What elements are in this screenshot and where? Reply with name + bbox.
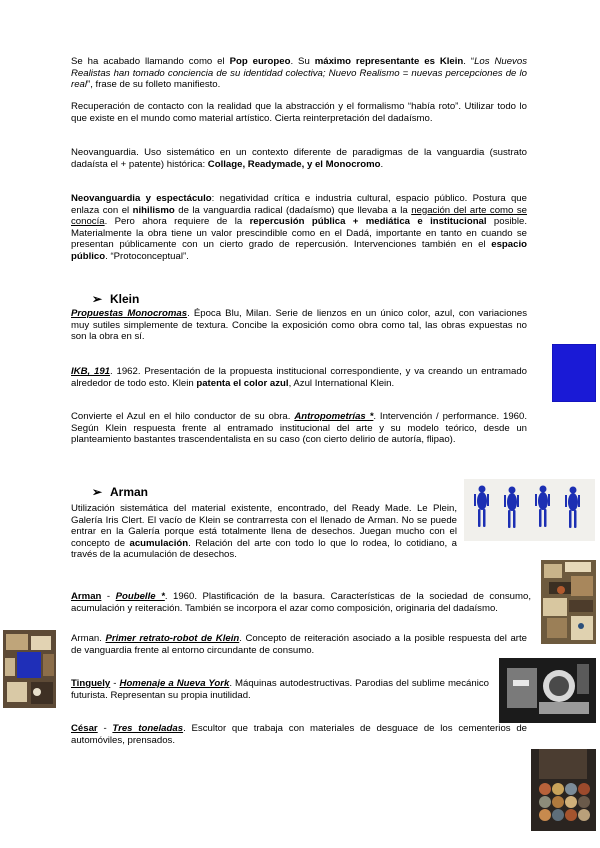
bold-text: Collage, Readymade, y el Monocromo <box>207 158 381 170</box>
text: ”, frase de su folleto manifiesto. <box>87 79 221 91</box>
text: . Escultor que trabaja con materiales de desguace de los cementerios de automóviles, prensados. <box>71 723 528 746</box>
arman-heading <box>92 485 148 499</box>
artist-name: Arman <box>71 591 102 602</box>
text: . “Protoconceptual”. <box>105 250 189 262</box>
artwork-title: Antropometrías * <box>294 411 374 422</box>
text: , Azul International Klein. <box>288 377 395 389</box>
quote-text: Los Nuevos Realistas han tomado conciencia de su identidad colectiva; Nuevo Realismo = nuevas percepciones de lo real <box>71 56 527 91</box>
text: . Época Blu, Milan. Serie de lienzos en un único color, azul, con variaciones muy sutiles simplemente de textura. Concibe la exposición como obra como tal, las obras expuestas no son la obra en sí. <box>71 308 527 343</box>
bold-text: patenta el color azul <box>196 377 289 389</box>
artwork-title: Tres toneladas <box>112 723 184 734</box>
klein-paragraph-3 <box>71 411 527 446</box>
klein-paragraph-2 <box>71 366 527 389</box>
bold-text: espacio público <box>71 239 527 262</box>
bold-text: nihilismo <box>132 204 175 216</box>
spectacle-paragraph <box>71 193 527 263</box>
recovery-paragraph: Recuperación de contacto con la realidad que la abstracción y el formalismo “había roto”. Utilizar todo lo que existe en el mundo como material artístico. Cierta reinterpretación del dadaísmo. <box>71 101 527 124</box>
antropometrias-image <box>464 479 595 541</box>
tinguely-paragraph <box>71 678 489 701</box>
heading-text: Arman <box>110 485 149 499</box>
intro-paragraph <box>71 56 527 91</box>
text: . 1960. Plastificación de la basura. Características de la sociedad de consumo, acumulación y reiteración. También se incorpora el azar como composición, originaria del dadaísmo. <box>71 591 532 614</box>
text: : negatividad crítica e industria cultural, espacio público. Postura que enlaza con el <box>71 193 527 216</box>
poubelle-image <box>541 560 596 644</box>
text: - <box>101 591 116 602</box>
klein-monochrome-image <box>552 344 596 402</box>
cesar-paragraph <box>71 723 527 746</box>
bold-text: acumulación <box>129 537 189 549</box>
bold-text: máximo representante es Klein <box>314 56 464 67</box>
artist-name: Tinguely <box>71 678 111 689</box>
bold-text: Pop europeo <box>229 56 291 67</box>
tres-toneladas-image <box>531 749 596 831</box>
arrow-bullet-icon: ➢ <box>92 292 103 306</box>
artwork-title: Primer retrato-robot de Klein <box>105 633 240 644</box>
retrato-robot-image <box>3 630 56 708</box>
text: . 1962. Presentación de la propuesta institucional correspondiente, y va creando un entramado alrededor de todo esto. Klein <box>71 366 527 389</box>
arrow-bullet-icon: ➢ <box>92 485 103 499</box>
text: . <box>380 158 384 170</box>
text: . Pero ahora requiere de la <box>104 216 250 228</box>
bold-text: Neovanguardia y espectáculo <box>71 193 212 204</box>
text: . “ <box>463 56 475 67</box>
text: . Máquinas autodestructivas. Parodias del sublime mecánico futurista. Representan su propia inutilidad. <box>71 678 489 701</box>
artwork-title: IKB, 191 <box>71 366 111 377</box>
text: . Su <box>290 56 315 67</box>
homenaje-nueva-york-image <box>499 658 596 723</box>
underlined-text: negación del arte como se conocía <box>71 204 528 228</box>
text: Convierte el Azul en el hilo conductor de su obra. <box>71 411 295 422</box>
artwork-title: Homenaje a Nueva York <box>119 678 230 689</box>
text: posible. Materialmente la obra tiene un valor prescindible como en el Dadá, importante en tanto en cuando se presentan públicamente con un cierto grado de repercusión. Intervenciones también en el <box>71 216 528 251</box>
bold-text: repercusión pública + mediática e institucional <box>249 216 487 228</box>
arman-paragraph-2 <box>71 591 531 614</box>
text: Se ha acabado llamando como el <box>71 56 230 67</box>
artwork-title: Propuestas Monocromas <box>71 308 188 319</box>
heading-text: Klein <box>110 292 140 306</box>
text: - <box>110 678 120 689</box>
text: - <box>97 723 113 734</box>
artwork-title: Poubelle * <box>115 591 165 602</box>
klein-heading <box>92 292 139 306</box>
arman-paragraph-1 <box>71 503 457 561</box>
artist-name: César <box>71 723 98 734</box>
text: Neovanguardia. Uso sistemático en un contexto diferente de paradigmas de la vanguardia (sustrato dadaísta el + patente) histórica: <box>71 147 527 170</box>
text: Utilización sistemática del material existente, encontrado, del Ready Made. Le Plein, Galería Iris Clert. El vacío de Klein se contrarresta con el llenado de Arman. No se puede entrar en la Galería porque está totalmente llena de desechos. Juegan mucho con el concepto de <box>71 503 457 549</box>
text: . Concepto de reiteración asociado a la posible respuesta del arte de vanguardia frente al entorno circundante de consumo. <box>71 633 527 656</box>
neovanguardia-paragraph <box>71 147 527 170</box>
text: de la vanguardia radical (dadaísmo) que llevaba a la <box>174 204 412 216</box>
text: . Relación del arte con todo lo que lo rodea, lo cotidiano, a través de la acumulación de desechos. <box>71 537 457 561</box>
klein-paragraph-1 <box>71 308 527 343</box>
text: Arman. <box>71 633 106 644</box>
text: . Intervención / performance. 1960. Según Klein respuesta frente al entramado institucional del arte y su modelo teórico, desde un planteamiento bastantes trascendentalista en su caso (con cierto delirio de autoría, flipao). <box>71 411 527 446</box>
arman-paragraph-3 <box>71 633 527 656</box>
